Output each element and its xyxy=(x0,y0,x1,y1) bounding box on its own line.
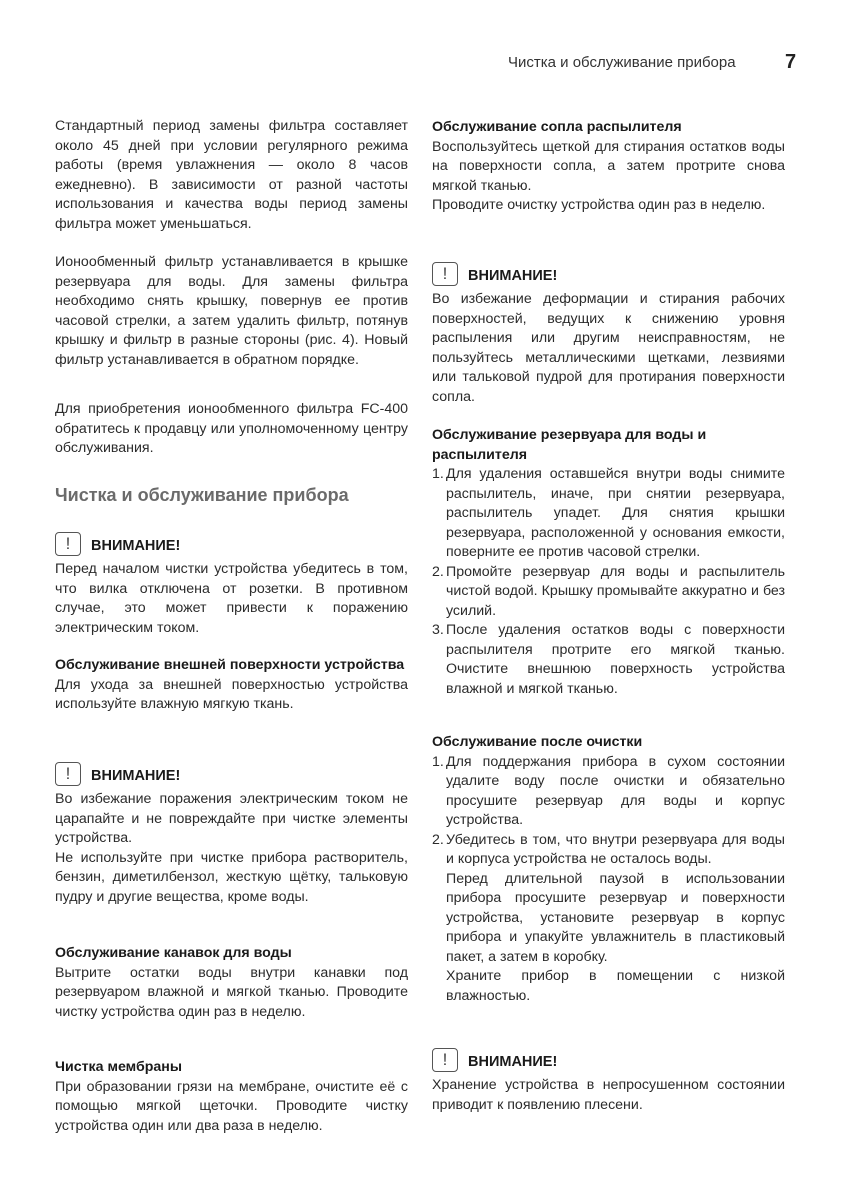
membrane-cleaning-section: Чистка мембраны При образовании грязи на мембране, очистите её с помощью мягкой щеточки. Проводите чистку устройства один или два раза в неделю. xyxy=(55,1059,408,1134)
tank-care-heading: Обслуживание резервуара для воды и распылителя xyxy=(432,427,707,463)
list-item: 2. Промойте резервуар для воды и распылитель чистой водой. Крышку промывайте аккуратно и без усилий. xyxy=(432,563,785,619)
page-number: 7 xyxy=(785,51,797,73)
list-item: 1. Для поддержания прибора в сухом состоянии удалите воду после очистки и обязательно просушите резервуар для воды и корпус устройства. xyxy=(432,753,785,828)
warning-label: ВНИМАНИЕ! xyxy=(91,538,181,554)
filter-purchase-paragraph: Для приобретения ионообменного фильтра FC-400 обратитесь к продавцу или уполномоченному центру обслуживания. xyxy=(55,401,408,456)
running-header-title: Чистка и обслуживание прибора xyxy=(508,54,736,71)
list-item: 3. После удаления остатков воды с поверхности распылителя протрите его мягкой тканью. Очистите внешнюю поверхность устройства влажной и мягкой тканью. xyxy=(432,622,785,697)
warning-block-4: ! ВНИМАНИЕ! Хранение устройства в непросушенном состоянии приводит к появлению плесени. xyxy=(432,1050,785,1113)
after-cleaning-steps xyxy=(432,753,785,1007)
exterior-care-heading: Обслуживание внешней поверхности устройства xyxy=(55,657,405,673)
list-item: 1. Для удаления оставшейся внутри воды снимите распылитель, иначе, при снятии резервуара, распылитель упадет. Для снятия крышки резервуара, расположенной у основания емкости, поверните ее против часовой стрелки. xyxy=(432,466,785,560)
after-cleaning-section xyxy=(432,733,785,1006)
filter-install-paragraph: Ионообменный фильтр устанавливается в крышке резервуара для воды. Для замены фильтра необходимо снять крышку, повернув ее против часовой стрелки, а затем удалить фильтр, потянув крышку и фильтр в разные стороны (рис. 4). Новый фильтр устанавливается в обратном порядке. xyxy=(55,254,408,368)
warning-exclamation-icon: ! xyxy=(55,762,81,786)
warning-block-2: ! ВНИМАНИЕ! Во избежание поражения электрическим током не царапайте и не повреждайте при чистке элементы устройства. Не используйте при чистке прибора растворитель, бензин, диметилбензол, жесткую щётку, тальковую пудру и другие вещества, кроме воды. xyxy=(55,764,408,905)
grooves-care-section: Обслуживание канавок для воды Вытрите остатки воды внутри канавки под резервуаром влажной и мягкой тканью. Проводите чистку устройства один раз в неделю. xyxy=(55,945,408,1020)
warning-label: ВНИМАНИЕ! xyxy=(468,1054,558,1070)
after-cleaning-heading: Обслуживание после очистки xyxy=(432,734,643,750)
warning-block-1: ! ВНИМАНИЕ! Перед началом чистки устройства убедитесь в том, что вилка отключена от розетки. В противном случае, это может привести к поражению электрическим током. xyxy=(55,534,408,636)
section-heading: Чистка и обслуживание прибора xyxy=(55,485,349,505)
nozzle-care-section: Обслуживание сопла распылителя Воспользуйтесь щеткой для стирания остатков воды на поверхности сопла, а затем протрите снова мягкой тканью. Проводите очистку устройства один раз в неделю. xyxy=(432,119,785,213)
exterior-care-section: Обслуживание внешней поверхности устройства Для ухода за внешней поверхностью устройства используйте влажную мягкую ткань. xyxy=(55,657,408,712)
tank-care-steps xyxy=(432,465,785,699)
grooves-care-heading: Обслуживание канавок для воды xyxy=(55,945,292,961)
warning-label: ВНИМАНИЕ! xyxy=(468,268,558,284)
page-header xyxy=(0,52,842,76)
warning-exclamation-icon: ! xyxy=(55,532,81,556)
membrane-cleaning-heading: Чистка мембраны xyxy=(55,1059,182,1075)
warning-exclamation-icon: ! xyxy=(432,1048,458,1072)
warning-exclamation-icon: ! xyxy=(432,262,458,286)
tank-care-section xyxy=(432,426,785,699)
filter-period-paragraph: Стандартный период замены фильтра составляет около 45 дней при условии регулярного режима работы (время увлажнения — около 8 часов ежедневно). В зависимости от разной частоты использования и качества воды период замены фильтра может уменьшаться. xyxy=(55,118,408,232)
warning-block-3: ! ВНИМАНИЕ! Во избежание деформации и стирания рабочих поверхностей, ведущих к снижению уровня распыления или другим неисправностям, не пользуйтесь металлическими щетками, лезвиями или тальковой пудрой для протирания поверхности сопла. xyxy=(432,264,785,405)
list-item: 2. Убедитесь в том, что внутри резервуара для воды и корпуса устройства не осталось воды. Перед длительной паузой в использовании прибора просушите резервуар и поверхности устройства, установите резервуар в корпус прибора и упакуйте увлажнитель в пластиковый пакет, а затем в коробку. Храните прибор в помещении с низкой влажностью. xyxy=(432,831,785,1004)
nozzle-care-heading: Обслуживание сопла распылителя xyxy=(432,119,682,135)
warning-label: ВНИМАНИЕ! xyxy=(91,768,181,784)
